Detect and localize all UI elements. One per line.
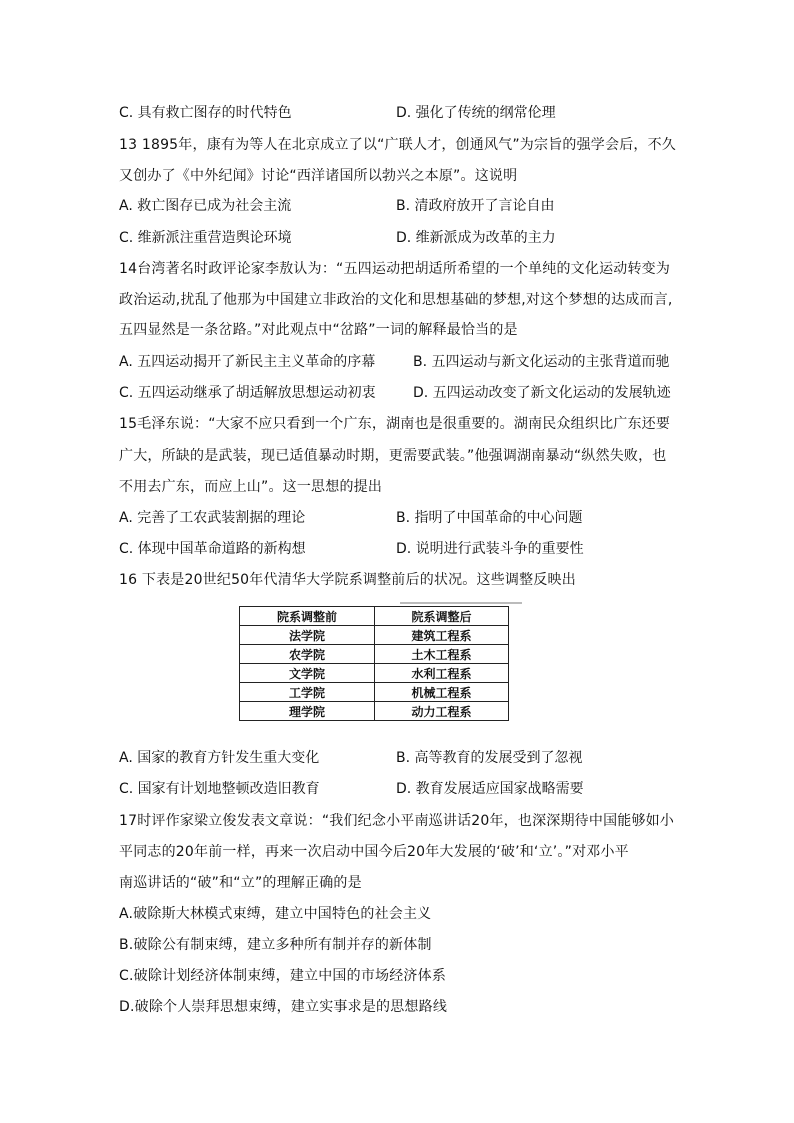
- q17-option-c[interactable]: C.破除计划经济体制束缚，建立中国的市场经济体系: [119, 968, 447, 984]
- q14-stem-line2: 政治运动,扰乱了他那为中国建立非政治的文化和思想基础的梦想,对这个梦想的达成而言,: [119, 292, 673, 308]
- table-row: [240, 702, 509, 721]
- q14-option-d[interactable]: D. 五四运动改变了新文化运动的发展轨迹: [413, 385, 671, 401]
- q16-stem-line1: 16 下表是20世纪50年代清华大学院系调整前后的状况。这些调整反映出: [119, 572, 576, 588]
- table-cell: 水利工程系: [375, 664, 509, 683]
- table-row: [240, 664, 509, 683]
- table-cell: 文学院: [240, 664, 375, 683]
- q16-option-c[interactable]: C. 国家有计划地整顿改造旧教育: [119, 781, 320, 797]
- q16-option-a[interactable]: A. 国家的教育方针发生重大变化: [119, 750, 320, 766]
- q17-stem-line3: 南巡讲话的“破”和“立”的理解正确的是: [119, 875, 362, 891]
- table-row: [240, 645, 509, 664]
- q13-option-b[interactable]: B. 清政府放开了言论自由: [396, 198, 555, 214]
- table-row: [240, 626, 509, 645]
- q13-option-a[interactable]: A. 救亡图存已成为社会主流: [119, 198, 292, 214]
- q15-stem-line3: 不用去广东，而应上山”。这一思想的提出: [119, 479, 383, 495]
- q15-option-a[interactable]: A. 完善了工农武装割据的理论: [119, 510, 306, 526]
- table-cell: 动力工程系: [375, 702, 509, 721]
- q14-option-b[interactable]: B. 五四运动与新文化运动的主张背道而驰: [413, 354, 670, 370]
- q17-option-a[interactable]: A.破除斯大林模式束缚，建立中国特色的社会主义: [119, 906, 432, 922]
- q13-stem-line2: 又创办了《中外纪闻》讨论“西洋诸国所以勃兴之本原”。这说明: [119, 168, 518, 184]
- table-cell: 机械工程系: [375, 683, 509, 702]
- q13-option-c[interactable]: C. 维新派注重营造舆论环境: [119, 230, 292, 246]
- q17-option-d[interactable]: D.破除个人崇拜思想束缚，建立实事求是的思想路线: [119, 999, 448, 1015]
- q15-stem-line2: 广大，所缺的是武装，现已适值暴动时期，更需要武装。”他强调湖南暴动“纵然失败，也: [119, 448, 667, 464]
- q14-stem-line3: 五四显然是一条岔路。”对此观点中“岔路”一词的解释最恰当的是: [119, 322, 518, 338]
- table-cell: 工学院: [240, 683, 375, 702]
- q17-stem-line2: 平同志的20年前一样，再来一次启动中国今后20年大发展的‘破’和‘立’。”对邓小平: [119, 844, 629, 860]
- department-adjustment-table: [239, 606, 509, 721]
- q15-option-d[interactable]: D. 说明进行武装斗争的重要性: [396, 541, 584, 557]
- q17-option-b[interactable]: B.破除公有制束缚，建立多种所有制并存的新体制: [119, 937, 432, 953]
- q14-option-a[interactable]: A. 五四运动揭开了新民主主义革命的序幕: [119, 354, 376, 370]
- q14-stem-line1: 14台湾著名时政评论家李敖认为：“五四运动把胡适所希望的一个单纯的文化运动转变为: [119, 261, 671, 277]
- q17-stem-line1: 17时评作家梁立俊发表文章说：“我们纪念小平南巡讲话20年，也深深期待中国能够如小: [119, 813, 675, 829]
- q14-option-c[interactable]: C. 五四运动继承了胡适解放思想运动初衷: [119, 385, 376, 401]
- q12-option-d[interactable]: D. 强化了传统的纲常伦理: [396, 105, 556, 121]
- table-cell: 建筑工程系: [375, 626, 509, 645]
- table-cell: 法学院: [240, 626, 375, 645]
- q15-option-b[interactable]: B. 指明了中国革命的中心问题: [396, 510, 583, 526]
- table-header-cell: 院系调整后: [375, 607, 509, 626]
- q16-option-d[interactable]: D. 教育发展适应国家战略需要: [396, 781, 584, 797]
- q12-option-c[interactable]: C. 具有救亡图存的时代特色: [119, 105, 292, 121]
- table-cell: 土木工程系: [375, 645, 509, 664]
- q13-option-d[interactable]: D. 维新派成为改革的主力: [396, 230, 556, 246]
- q16-option-b[interactable]: B. 高等教育的发展受到了忽视: [396, 750, 583, 766]
- table-header-row: [240, 607, 509, 626]
- q15-option-c[interactable]: C. 体现中国革命道路的新构想: [119, 541, 306, 557]
- table-cell: 理学院: [240, 702, 375, 721]
- q15-stem-line1: 15毛泽东说：“大家不应只看到一个广东，湖南也是很重要的。湖南民众组织比广东还要: [119, 416, 671, 432]
- q13-stem-line1: 13 1895年，康有为等人在北京成立了以“广联人才，创通风气”为宗旨的强学会后，不久: [119, 137, 676, 153]
- table-cell: 农学院: [240, 645, 375, 664]
- scan-artifact-line: [400, 602, 522, 604]
- table-row: [240, 683, 509, 702]
- table-header-cell: 院系调整前: [240, 607, 375, 626]
